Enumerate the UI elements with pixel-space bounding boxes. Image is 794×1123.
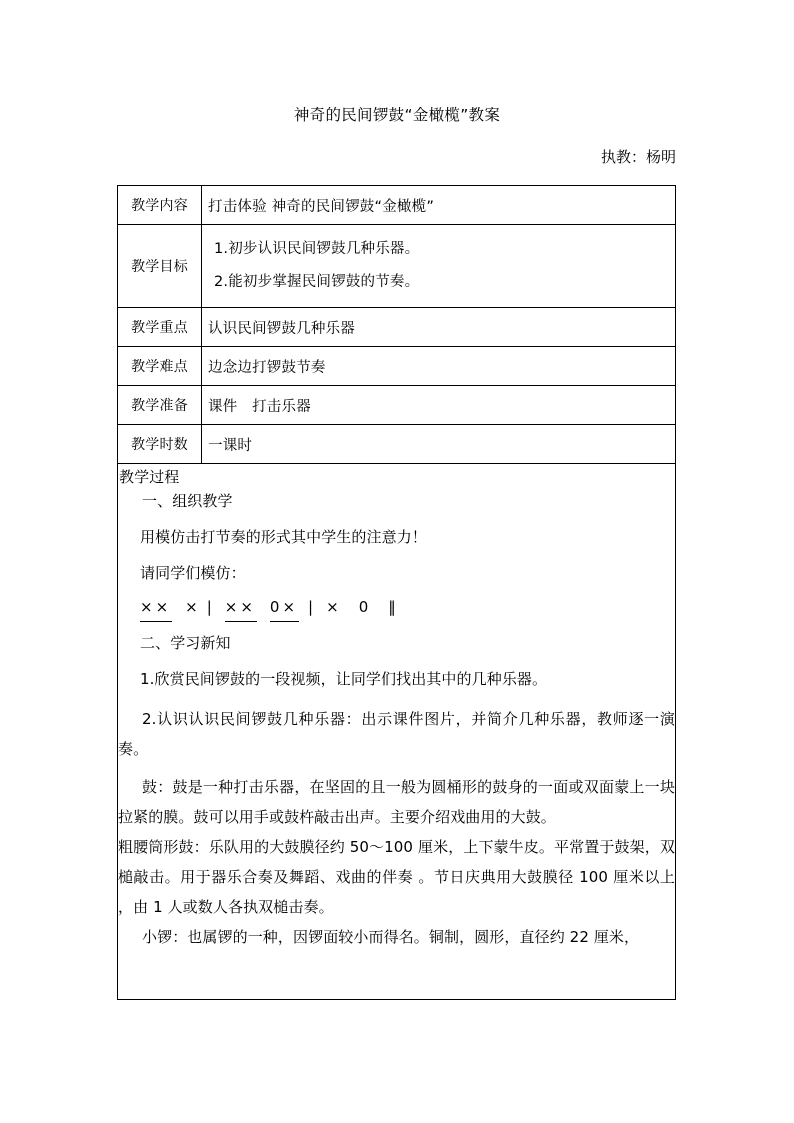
table-row	[118, 386, 676, 425]
section-2-title: 二、学习新知	[140, 634, 231, 652]
row-label-preparation: 教学准备	[118, 386, 202, 425]
row-label-difficulty: 教学难点	[118, 347, 202, 386]
section-1-title: 一、组织教学	[142, 492, 233, 510]
table-row-process	[118, 464, 676, 1000]
goal-list	[208, 227, 675, 305]
drum-paragraph: 鼓：鼓是一种打击乐器，在坚固的且一般为圆桶形的鼓身的一面或双面蒙上一块拉紧的膜。鼓可以用手或鼓杵敲击出声。主要介绍戏曲用的大鼓。	[118, 778, 675, 826]
section-2-item-2: 2.认识认识民间锣鼓几种乐器：出示课件图片，并简介几种乐器，教师逐一演奏。	[118, 710, 675, 758]
table-row	[118, 186, 676, 225]
process-heading: 教学过程	[119, 468, 180, 486]
table-row	[118, 347, 676, 386]
spacer	[118, 764, 675, 772]
row-value-goal	[202, 225, 676, 308]
goal-item-2: 2.能初步掌握民间锣鼓的节奏。	[214, 274, 420, 290]
table-row	[118, 308, 676, 347]
spacer	[118, 622, 675, 632]
rhythm-beat-3: ××	[225, 594, 257, 622]
spacer	[118, 548, 675, 562]
section-1-line-1: 用模仿击打节奏的形式其中学生的注意力！	[140, 528, 427, 546]
spacer	[118, 690, 675, 704]
row-label-hours: 教学时数	[118, 425, 202, 464]
rhythm-beat-2: ×	[185, 598, 198, 616]
row-label-goal: 教学目标	[118, 225, 202, 308]
row-value-difficulty: 边念边打锣鼓节奏	[202, 347, 676, 386]
rhythm-beat-4: 0×	[270, 594, 299, 622]
rhythm-beat-1: ××	[140, 594, 172, 622]
section-1-line-2: 请同学们模仿：	[140, 564, 246, 582]
spacer	[118, 654, 675, 668]
rhythm-barline-2: |	[308, 598, 314, 616]
row-value-preparation: 课件 打击乐器	[202, 386, 676, 425]
row-value-hours: 一课时	[202, 425, 676, 464]
byline-instructor: 执教：杨明	[600, 148, 676, 166]
process-body	[118, 490, 675, 952]
section-2-item-1: 1.欣赏民间锣鼓的一段视频，让同学们找出其中的几种乐器。	[140, 670, 548, 688]
spacer	[118, 584, 675, 594]
row-label-content: 教学内容	[118, 186, 202, 225]
rhythm-barline-end: ‖	[388, 598, 396, 616]
rhythm-notation	[140, 594, 675, 622]
process-cell	[118, 464, 676, 1000]
row-value-keypoint: 认识民间锣鼓几种乐器	[202, 308, 676, 347]
table-row	[118, 225, 676, 308]
row-value-content: 打击体验 神奇的民间锣鼓“金橄榄”	[202, 186, 676, 225]
table-row	[118, 425, 676, 464]
rhythm-beat-5: ×	[326, 598, 339, 616]
spacer	[118, 512, 675, 526]
rhythm-beat-6: 0	[358, 598, 369, 616]
drum-detail-paragraph: 粗腰筒形鼓：乐队用的大鼓膜径约 50～100 厘米，上下蒙牛皮。平常置于鼓架，双槌敲击。用于器乐合奏及舞蹈、戏曲的伴奏 。节日庆典用大鼓膜径 100 厘米以上 ，由 1 人或数人各执双槌击奏。	[118, 838, 675, 916]
row-label-keypoint: 教学重点	[118, 308, 202, 347]
lesson-plan-table	[117, 185, 676, 1021]
goal-item-1: 1.初步认识民间锣鼓几种乐器。	[214, 241, 420, 257]
gong-paragraph: 小锣：也属锣的一种，因锣面较小而得名。铜制，圆形，直径约 22 厘米，	[142, 928, 640, 946]
process-content	[118, 464, 675, 997]
page-title: 神奇的民间锣鼓“金橄榄”教案	[293, 106, 501, 124]
rhythm-barline-1: |	[206, 598, 212, 616]
